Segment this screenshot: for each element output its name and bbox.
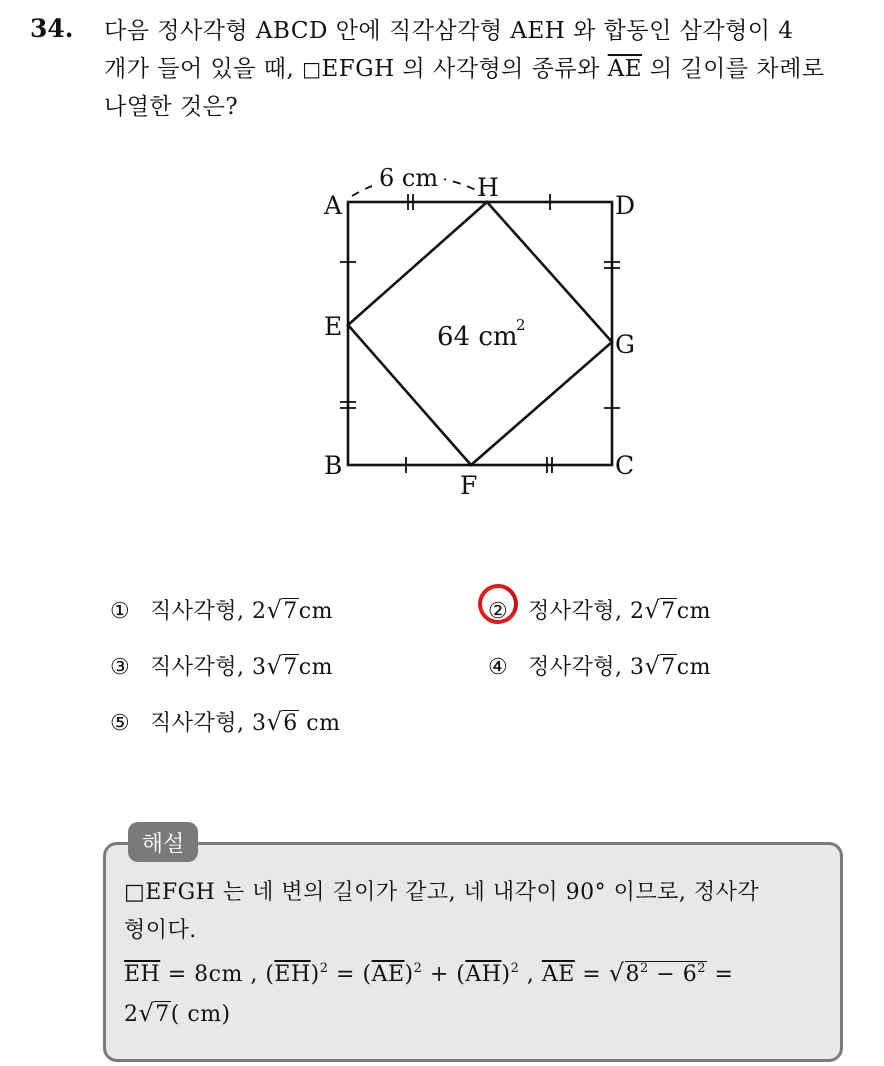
choice-unit: cm: [676, 655, 711, 680]
eq-part: ( cm): [170, 1002, 231, 1027]
choice-3[interactable]: [110, 650, 333, 681]
radicand: 6: [283, 711, 298, 736]
vertex-g: G: [615, 330, 635, 359]
eq-part: =: [574, 962, 609, 987]
choice-text: 정사각형, 3: [528, 655, 645, 680]
vertex-e: E: [324, 312, 343, 341]
eq-part: ,: [519, 962, 542, 987]
segment-ae: $\overline{AE}$: [607, 56, 643, 82]
segment-ae: $\overline{AE}$: [371, 962, 405, 987]
segment-ah: $\overline{AH}$: [465, 962, 502, 987]
radicand: 7: [661, 599, 676, 624]
segment-ae: $\overline{AE}$: [541, 962, 575, 987]
area-value: 64 cm: [437, 322, 518, 352]
vertex-a: A: [324, 191, 343, 220]
radicand: 7: [283, 599, 298, 624]
choice-text: 직사각형, 3: [150, 711, 267, 736]
eq-part: 2: [124, 1002, 139, 1027]
choice-1[interactable]: [110, 594, 333, 625]
solution-line-4: [124, 994, 834, 1034]
exponent: 2: [319, 961, 329, 976]
choice-text: 정사각형, 2: [528, 599, 645, 624]
vertex-b: B: [324, 451, 343, 480]
vertex-f: F: [460, 471, 478, 500]
choice-number: ①: [110, 599, 131, 624]
solution-text: [124, 874, 834, 1034]
choice-4[interactable]: [488, 650, 711, 681]
question-number: 34.: [30, 14, 74, 43]
vertex-h: H: [477, 173, 499, 202]
eq-part: = 8cm , (: [160, 962, 275, 987]
sqrt-symbol: $√8^2 - 6^2$: [608, 959, 706, 987]
radicand-part: − 6: [648, 962, 698, 987]
choice-unit: cm: [298, 655, 333, 680]
exponent: 2: [510, 961, 520, 976]
choice-unit: cm: [676, 599, 711, 624]
sqrt-symbol: √7: [644, 652, 676, 680]
choice-unit: cm: [298, 711, 341, 736]
sqrt-symbol: √7: [266, 652, 298, 680]
sqrt-symbol: √6: [266, 708, 298, 736]
choice-unit: cm: [298, 599, 333, 624]
square-symbol: □: [302, 57, 322, 81]
eq-part: = (: [328, 962, 372, 987]
sqrt-symbol: √7: [644, 596, 676, 624]
radicand-part: 8: [625, 962, 641, 987]
radicand: [625, 961, 707, 987]
choice-text: 직사각형, 2: [150, 599, 267, 624]
exponent: 2: [640, 961, 649, 976]
choice-2[interactable]: [488, 594, 711, 625]
solution-line-1: □EFGH 는 네 변의 길이가 같고, 네 내각이 90° 이므로, 정사각: [124, 880, 760, 905]
vertex-d: D: [615, 191, 636, 220]
area-exponent: 2: [516, 316, 526, 334]
exponent: 2: [413, 961, 423, 976]
segment-eh: $\overline{EH}$: [274, 962, 311, 987]
exponent: 2: [697, 961, 706, 976]
eq-part: ): [501, 962, 511, 987]
radicand: 7: [661, 655, 676, 680]
choice-5[interactable]: [110, 706, 340, 737]
question-line-2-part: 의 길이를 차례로: [642, 56, 825, 82]
question-line-3: 나열한 것은?: [104, 94, 239, 120]
question-line-2-part: 개가 들어 있을 때,: [104, 56, 303, 82]
segment-eh: $\overline{EH}$: [124, 962, 161, 987]
solution-tag: 해설: [128, 822, 198, 862]
eq-part: + (: [422, 962, 466, 987]
choice-number: ③: [110, 655, 131, 680]
eq-part: ): [310, 962, 320, 987]
sqrt-symbol: √7: [266, 596, 298, 624]
eq-part: =: [707, 962, 734, 987]
choice-number: ②: [488, 599, 509, 624]
choice-number: ⑤: [110, 711, 131, 736]
solution-line-3: [124, 950, 834, 994]
question-line-2-part: EFGH 의 사각형의 종류와: [321, 56, 608, 82]
sqrt-symbol: √7: [138, 999, 170, 1027]
question-line-1: 다음 정사각형 ABCD 안에 직각삼각형 AEH 와 합동인 삼각형이 4: [104, 18, 794, 44]
radicand: 7: [155, 1002, 170, 1027]
eq-part: ): [404, 962, 414, 987]
choice-number: ④: [488, 655, 509, 680]
choice-text: 직사각형, 3: [150, 655, 267, 680]
solution-line-2: 형이다.: [124, 918, 197, 943]
vertex-c: C: [615, 451, 635, 480]
length-label: 6 cm: [379, 164, 439, 192]
radicand: 7: [283, 655, 298, 680]
